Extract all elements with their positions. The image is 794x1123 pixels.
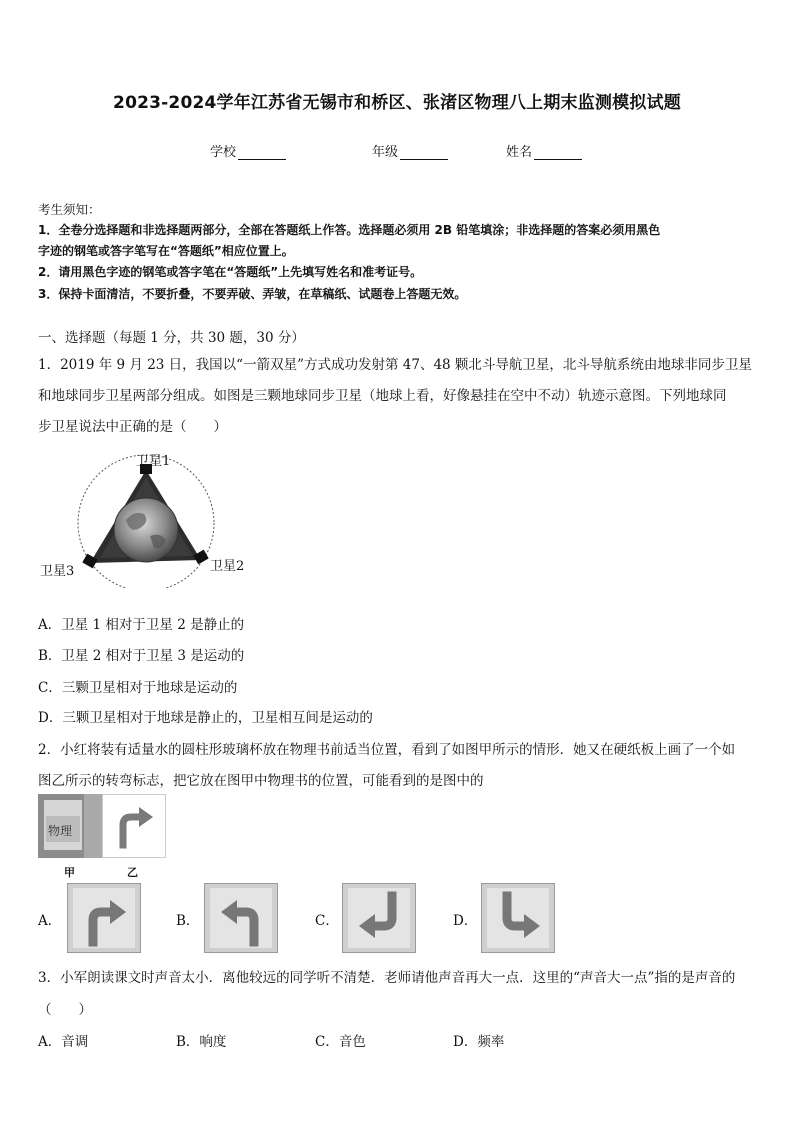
turn-right-arrow-icon: [68, 884, 142, 954]
option-c-image[interactable]: [342, 883, 416, 953]
question-line: 1．2019 年 9 月 23 日，我国以“一箭双星”方式成功发射第 47、48 颗北斗导航卫星，北斗导航系统由地球非同步卫星: [38, 357, 752, 373]
question-line: 步卫星说法中正确的是（ ）: [38, 419, 227, 435]
figure-jia: [38, 794, 102, 858]
down-left-arrow-icon: [343, 884, 417, 954]
satellite-2-label: 卫星2: [210, 559, 245, 574]
section-heading: 一、选择题（每题 1 分，共 30 题，30 分）: [38, 330, 305, 346]
notice-heading: 考生须知：: [38, 202, 101, 217]
name-label: 姓名: [506, 145, 533, 160]
question-line: 3．小军朗读课文时声音太小．离他较远的同学听不清楚．老师请他声音再大一点．这里的“声音大一点”指的是声音的: [38, 970, 736, 986]
option-a[interactable]: A．卫星 1 相对于卫星 2 是静止的: [38, 617, 245, 633]
option-b[interactable]: B．响度: [176, 1034, 227, 1050]
school-label: 学校: [210, 145, 237, 160]
label-jia: 甲: [64, 866, 75, 879]
option-b[interactable]: B．卫星 2 相对于卫星 3 是运动的: [38, 648, 245, 664]
option-d[interactable]: D．三颗卫星相对于地球是静止的，卫星相互间是运动的: [38, 710, 373, 726]
earth-icon: [114, 498, 178, 562]
option-b-image[interactable]: [204, 883, 278, 953]
satellite-3-label: 卫星3: [40, 564, 75, 579]
question-line: （ ）: [38, 1002, 92, 1018]
notice-item: 2．请用黑色字迹的钢笔或答字笔在“答题纸”上先填写姓名和准考证号。: [38, 265, 423, 279]
notice-item: 字迹的钢笔或答字笔写在“答题纸”相应位置上。: [38, 244, 294, 258]
turn-right-arrow-icon: [103, 795, 165, 857]
page-title: 2023-2024学年江苏省无锡市和桥区、张渚区物理八上期末监测模拟试题: [113, 93, 681, 113]
option-d-image[interactable]: [481, 883, 555, 953]
grade-field: [372, 141, 448, 160]
option-d-label[interactable]: D．: [453, 913, 478, 929]
option-a-image[interactable]: [67, 883, 141, 953]
question-line: 2．小红将装有适量水的圆柱形玻璃杯放在物理书前适当位置，看到了如图甲所示的情形．她又在硬纸板上画了一个如: [38, 742, 736, 758]
figure-yi: [102, 794, 166, 858]
notice-item: 1．全卷分选择题和非选择题两部分，全部在答题纸上作答。选择题必须用 2B 铅笔填涂；非选择题的答案必须用黑色: [38, 223, 661, 237]
grade-label: 年级: [372, 145, 399, 160]
option-c[interactable]: C．三颗卫星相对于地球是运动的: [38, 680, 238, 696]
option-d[interactable]: D．频率: [453, 1034, 505, 1050]
notice-item: 3．保持卡面清洁，不要折叠，不要弄破、弄皱，在草稿纸、试题卷上答题无效。: [38, 287, 467, 301]
down-right-arrow-icon: [482, 884, 556, 954]
satellite-1-label: 卫星1: [136, 454, 171, 469]
label-yi: 乙: [127, 866, 138, 879]
option-a[interactable]: A．音调: [38, 1034, 89, 1050]
school-field: [210, 141, 286, 160]
turn-left-arrow-icon: [205, 884, 279, 954]
satellite-figure: [38, 448, 268, 588]
name-field: [506, 141, 582, 160]
option-c-label[interactable]: C．: [315, 913, 339, 929]
option-b-label[interactable]: B．: [176, 913, 200, 929]
school-blank[interactable]: [238, 146, 286, 160]
option-a-label[interactable]: A．: [38, 913, 62, 929]
option-c[interactable]: C．音色: [315, 1034, 366, 1050]
book-text: 物理: [48, 824, 73, 838]
question-line: 图乙所示的转弯标志，把它放在图甲中物理书的位置，可能看到的是图中的: [38, 773, 484, 789]
name-blank[interactable]: [534, 146, 582, 160]
grade-blank[interactable]: [400, 146, 448, 160]
question-line: 和地球同步卫星两部分组成。如图是三颗地球同步卫星（地球上看，好像悬挂在空中不动）轨迹示意图。下列地球同: [38, 388, 727, 404]
